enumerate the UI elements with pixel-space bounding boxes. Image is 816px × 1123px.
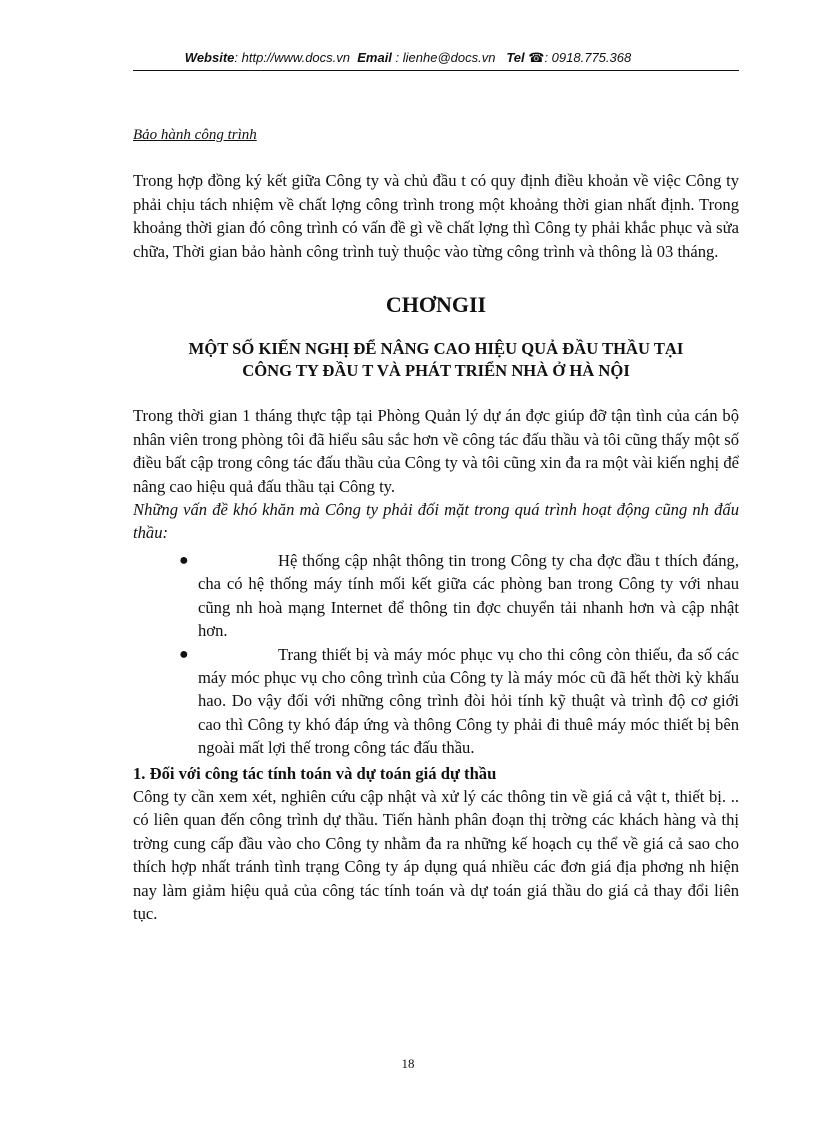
bullet-icon: ● [179,551,189,569]
page-content [133,124,739,925]
list-item [133,643,739,760]
tel-label: Tel [506,50,525,65]
email-value: : lienhe@docs.vn [395,50,496,65]
bullet-text: Hệ thống cập nhật thông tin trong Công ty cha đợc đầu t thích đáng, cha có hệ thống máy tính mối kết giữa các phòng ban trong Công ty với nhau cũng nh hoà mạng Internet để thông tin đợc chuyển tải nhanh hơn và cập nhật hơn. [198,550,739,641]
phone-icon: ☎ [528,50,545,65]
email-label: Email [357,50,392,65]
bullet-icon: ● [179,645,189,663]
website-value: : http://www.docs.vn [234,50,350,65]
tel-value: : 0918.775.368 [544,50,632,65]
chapter-title-line1: MỘT SỐ KIẾN NGHỊ ĐỂ NÂNG CAO HIỆU QUẢ ĐẦU THẦU TẠI [188,339,684,359]
intro-paragraph: Trong thời gian 1 tháng thực tập tại Phòng Quản lý dự án đợc giúp đỡ tận tình của cán bộ nhân viên trong phòng tôi đã hiểu sâu sắc hơn về công tác đấu thầu và tôi cũng thấy một số điều bất cập trong công tác đấu thầu của Công ty và tôi cũng xin đa ra một vài kiến nghị để nâng cao hiệu quả đấu thầu tại Công ty. [133,406,739,496]
list-item [133,549,739,643]
difficulties-list [133,549,739,760]
section-heading: Bảo hành công trình [133,127,257,143]
warranty-paragraph: Trong hợp đồng ký kết giữa Công ty và chủ đầu t có quy định điều khoản về việc Công ty phải chịu tách nhiệm về chất lợng công trình trong một khoảng thời gian nhất định. Trong khoảng thời gian đó công trình có vấn đề gì về chất lợng thì Công ty phải khắc phục và sửa chữa, Thời gian bảo hành công trình tuỳ thuộc vào từng công trình và thông là 03 tháng. [133,171,739,261]
chapter-title-line2: CÔNG TY ĐẦU T VÀ PHÁT TRIỂN NHÀ Ở HÀ NỘI [242,361,630,381]
chapter-title [133,338,739,382]
subsection-heading: 1. Đối với công tác tính toán và dự toán giá dự thầu [133,763,497,783]
page-header [0,50,816,66]
chapter-heading: CHƠNGII [385,292,487,318]
difficulties-heading: Những vấn đề khó khăn mà Công ty phải đối mặt trong quá trình hoạt động cũng nh đấu thầu: [133,500,739,543]
header-divider [133,70,739,71]
bullet-text: Trang thiết bị và máy móc phục vụ cho thi công còn thiếu, đa số các máy móc phục vụ cho công trình của Công ty là máy móc cũ đã hết thời kỳ khấu hao. Do vậy đối với những công trình đòi hỏi tính kỹ thuật và trình độ cơ giới cao thì Công ty khó đáp ứng và thông Công ty phải đi thuê máy móc thiết bị bên ngoài mất lợi thế trong công tác đấu thầu. [198,644,739,758]
subsection-paragraph: Công ty cần xem xét, nghiên cứu cập nhật và xử lý các thông tin về giá cả vật t, thiết bị. .. có liên quan đến công trình dự thầu. Tiến hành phân đoạn thị trờng các khách hàng và thị trờng cung cấp đầu vào cho Công ty nhằm đa ra những kế hoạch cụ thể về giá cả sao cho thích hợp nhất tránh tình trạng Công ty áp dụng quá nhiều các đơn giá địa phơng nh hiện nay làm giảm hiệu quả của công tác tính toán và dự toán giá thầu do giá cả thay đổi liên tục. [133,786,739,923]
website-label: Website [184,50,235,65]
page-number: 18 [401,1056,415,1071]
